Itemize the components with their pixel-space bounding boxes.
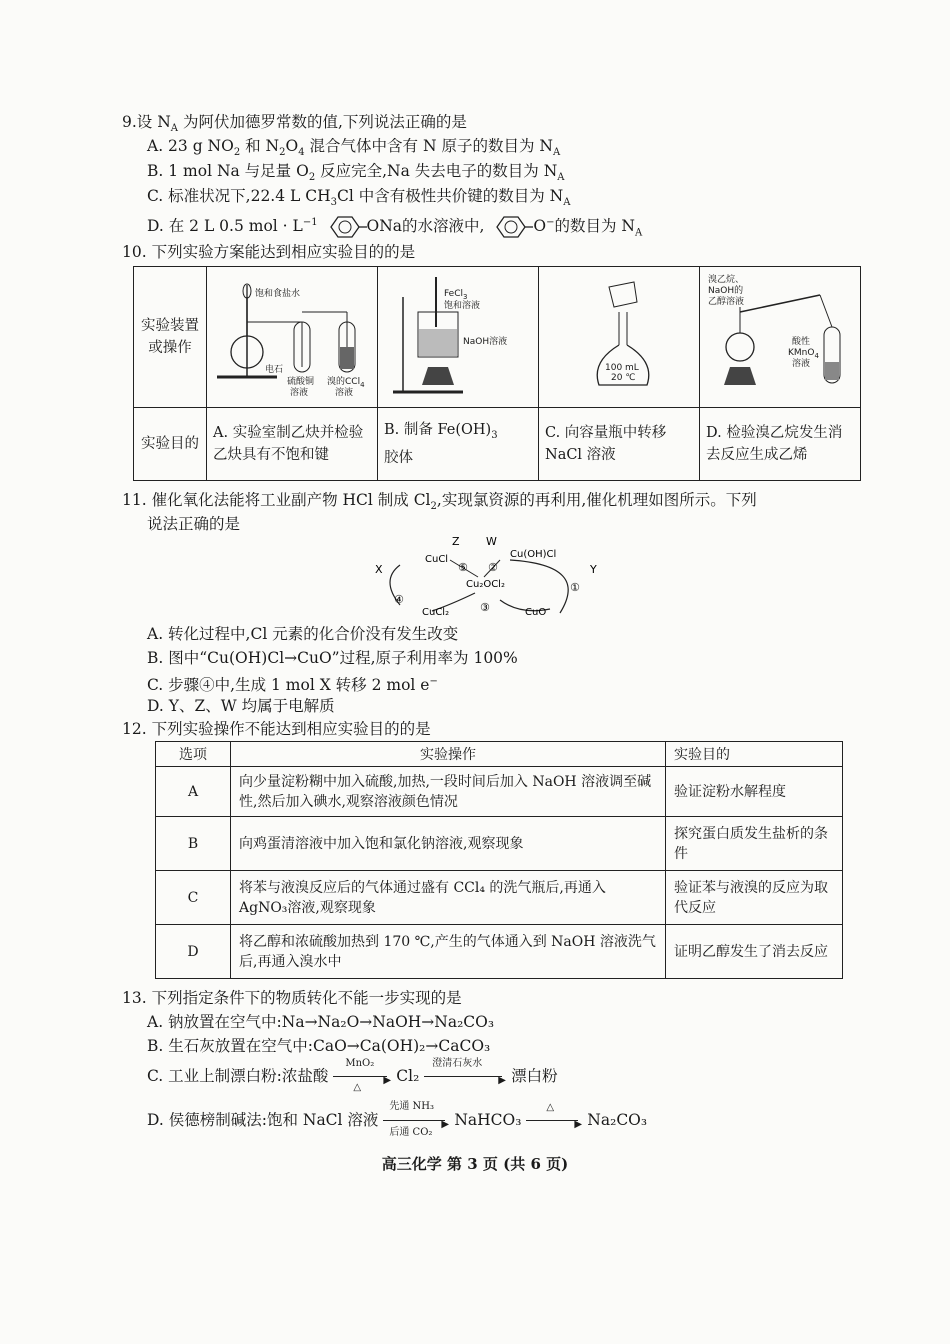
table-row (156, 925, 843, 979)
row-purpose: 证明乙醇发生了消去反应 (666, 925, 843, 979)
q9-option-b: B. 1 mol Na 与足量 $O_2$ 反应完全,Na 失去电子的数目为 $N_A$ (147, 162, 565, 184)
label-saturated-solution: 饱和溶液 (444, 301, 481, 311)
reaction-arrow-2: 澄清石灰水 ▶ (424, 1067, 506, 1087)
q10-purpose-a: A. 实验室制乙炔并检验乙炔具有不饱和键 (207, 408, 378, 481)
step-4: ④ (394, 593, 404, 606)
q9-option-d: D. 在 2 L 0.5 mol · $L^{-1}$ ONa的水溶液中, O−的数目为 $N_A$ (147, 217, 643, 239)
reaction-arrow-3: 先通 NH₃ ▶ 后通 CO₂ (383, 1111, 449, 1131)
q11-stem: 11. 催化氧化法能将工业副产物 HCl 制成 $Cl_2$,实现氯资源的再利用,催化机理如图所示。下列 (122, 491, 757, 513)
apparatus-acetylene (207, 267, 378, 408)
phenoxide-ring-icon (489, 215, 533, 239)
row-purpose: 验证苯与液溴的反应为取代反应 (666, 871, 843, 925)
table-row (156, 817, 843, 871)
label-naoh-solution: NaOH溶液 (463, 337, 508, 347)
species-cuo: CuO (525, 607, 547, 618)
label-fecl3: FeCl$_3$ (444, 289, 468, 301)
species-cu2ocl2: Cu₂OCl₂ (466, 579, 505, 590)
q10-row2-label: 实验目的 (134, 408, 207, 481)
row-option: D (156, 925, 231, 979)
label-solution-3: 溶液 (792, 359, 811, 369)
label-saturated-brine: 饱和食盐水 (255, 289, 301, 299)
phenyl-ring-icon (323, 215, 367, 239)
catalytic-cycle-diagram (360, 535, 620, 627)
species-y: Y (590, 563, 597, 576)
reaction-arrow-4: △ ▶ (526, 1111, 582, 1131)
species-z: Z (452, 535, 460, 548)
row-operation: 向少量淀粉糊中加入硫酸,加热,一段时间后加入 NaOH 溶液调至碱性,然后加入碘水,观察溶液颜色情况 (231, 767, 666, 817)
label-calcium-carbide: 电石 (265, 365, 284, 375)
q11-option-a: A. 转化过程中,Cl 元素的化合价没有发生改变 (147, 625, 459, 643)
table-row (156, 871, 843, 925)
q9-option-a: A. 23 g $NO_2$ 和 $N_2O_4$ 混合气体中含有 N 原子的数目为 $N_A$ (147, 137, 561, 159)
species-w: W (486, 535, 497, 548)
q9-stem: 9.设 $N_A$ 为阿伏加德罗常数的值,下列说法正确的是 (122, 113, 467, 135)
q13-option-b: B. 生石灰放置在空气中:CaO→Ca(OH)₂→CaCO₃ (147, 1037, 491, 1055)
q11-option-c: C. 步骤④中,生成 1 mol X 转移 2 mol e− (147, 676, 438, 695)
q10-purpose-c: C. 向容量瓶中转移 NaCl 溶液 (539, 408, 700, 481)
label-acidic: 酸性 (792, 337, 811, 347)
species-x: X (375, 563, 383, 576)
page-footer: 高三化学 第 3 页 (共 6 页) (381, 1155, 569, 1173)
q10-purpose-b: B. 制备 $Fe(OH)_3$ 胶体 (378, 408, 539, 481)
label-ethanol-solution: 乙醇溶液 (708, 297, 745, 307)
q10-table (133, 266, 861, 481)
label-copper-sulfate: 硫酸铜 (287, 377, 315, 387)
header-operation: 实验操作 (231, 742, 666, 767)
fe-oh3-apparatus-icon (378, 267, 528, 403)
row-purpose: 探究蛋白质发生盐析的条件 (666, 817, 843, 871)
label-kmno4: KMnO$_4$ (788, 348, 819, 360)
label-solution-1: 溶液 (290, 388, 309, 398)
row-option: A (156, 767, 231, 817)
step-5: ⑤ (458, 561, 468, 574)
q11-option-b: B. 图中“Cu(OH)Cl→CuO”过程,原子利用率为 100% (147, 649, 518, 667)
q13-option-d: D. 侯德榜制碱法:饱和 NaCl 溶液 先通 NH₃ ▶ 后通 CO₂ NaHCO₃ △ ▶ Na₂CO₃ (147, 1101, 648, 1138)
q13-option-c: C. 工业上制漂白粉:浓盐酸 MnO₂ ▶ △ Cl₂ 澄清石灰水 ▶ 漂白粉 (147, 1058, 558, 1093)
apparatus-volumetric-flask (539, 267, 700, 408)
step-2: ② (488, 561, 498, 574)
table-row (156, 767, 843, 817)
q12-table (155, 741, 843, 979)
row-operation: 将苯与液溴反应后的气体通过盛有 CCl₄ 的洗气瓶后,再通入 AgNO₃溶液,观察现象 (231, 871, 666, 925)
label-20c: 20 ℃ (611, 373, 636, 383)
q9-option-c: C. 标准状况下,22.4 L $CH_3Cl$ 中含有极性共价键的数目为 $N_A$ (147, 187, 571, 209)
header-purpose: 实验目的 (666, 742, 843, 767)
q13-option-a: A. 钠放置在空气中:Na→Na₂O→NaOH→Na₂CO₃ (147, 1013, 495, 1031)
row-option: B (156, 817, 231, 871)
species-cuohcl: Cu(OH)Cl (510, 549, 557, 560)
row-purpose: 验证淀粉水解程度 (666, 767, 843, 817)
q13-stem: 13. 下列指定条件下的物质转化不能一步实现的是 (122, 989, 462, 1007)
q11-option-d: D. Y、Z、W 均属于电解质 (147, 697, 335, 715)
row-operation: 将乙醇和浓硫酸加热到 170 ℃,产生的气体通入到 NaOH 溶液洗气后,再通入溴水中 (231, 925, 666, 979)
q11-stem-cont: 说法正确的是 (147, 515, 241, 533)
species-cucl: CuCl (425, 554, 449, 565)
label-naoh-of: NaOH的 (708, 286, 744, 296)
header-option: 选项 (156, 742, 231, 767)
apparatus-bromoethane (700, 267, 861, 408)
q12-stem: 12. 下列实验操作不能达到相应实验目的的是 (122, 720, 431, 738)
label-solution-2: 溶液 (335, 388, 354, 398)
reaction-arrow-1: MnO₂ ▶ △ (333, 1067, 391, 1087)
row-option: C (156, 871, 231, 925)
apparatus-fe-oh3 (378, 267, 539, 408)
step-1: ① (570, 581, 580, 594)
q10-stem: 10. 下列实验方案能达到相应实验目的的是 (122, 243, 416, 261)
q10-row1-label: 实验装置或操作 (134, 267, 207, 408)
step-3: ③ (480, 601, 490, 614)
row-operation: 向鸡蛋清溶液中加入饱和氯化钠溶液,观察现象 (231, 817, 666, 871)
q10-purpose-d: D. 检验溴乙烷发生消去反应生成乙烯 (700, 408, 861, 481)
label-bromine-ccl4: 溴的CCl$_4$ (327, 377, 365, 389)
label-100ml: 100 mL (605, 363, 639, 373)
label-bromoethane: 溴乙烷、 (708, 275, 745, 285)
species-cucl2: CuCl₂ (422, 607, 450, 618)
